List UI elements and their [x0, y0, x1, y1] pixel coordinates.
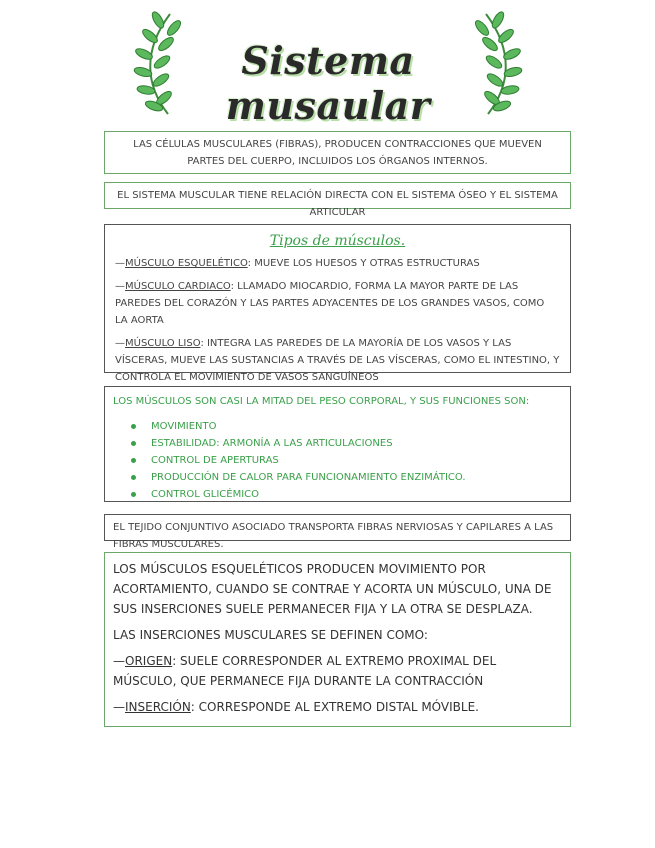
page-title: Sistema musaular — [225, 38, 431, 128]
insertion-item: —INSERCIÓN: CORRESPONDE AL EXTREMO DISTAL MÓVIBLE. — [113, 700, 479, 714]
insertions-intro: LAS INSERCIONES MUSCULARES SE DEFINEN COMO: — [113, 628, 428, 642]
functions-list — [113, 418, 562, 503]
intro-text-cells: LAS CÉLULAS MUSCULARES (FIBRAS), PRODUCEN CONTRACCIONES QUE MUEVEN PARTES DEL CUERPO, INCLUIDOS LOS ÓRGANOS INTERNOS. — [133, 139, 542, 167]
functions-intro: LOS MÚSCULOS SON CASI LA MITAD DEL PESO CORPORAL, Y SUS FUNCIONES SON: — [113, 396, 530, 407]
title-banner — [128, 6, 528, 128]
origin-desc: : SUELE CORRESPONDER AL EXTREMO PROXIMAL DEL MÚSCULO, QUE PERMANECE FIJA DURANTE LA CONTRACCIÓN — [113, 654, 497, 688]
intro-box-cells — [104, 131, 571, 174]
types-box — [104, 224, 571, 383]
type-term: MÚSCULO CARDIACO — [125, 281, 231, 292]
skeletal-text: LOS MÚSCULOS ESQUELÉTICOS PRODUCEN MOVIMIENTO POR ACORTAMIENTO, CUANDO SE CONTRAE Y ACORTA UN MÚSCULO, UNA DE SUS INSERCIONES SUELE PERMANECER FIJA Y LA OTRA SE DESPLAZA. — [113, 562, 552, 616]
type-term: MÚSCULO LISO — [125, 338, 201, 349]
type-item-skeletal: —MÚSCULO ESQUELÉTICO: MUEVE LOS HUESOS Y OTRAS ESTRUCTURAS — [115, 258, 480, 269]
intro-text-relation: EL SISTEMA MUSCULAR TIENE RELACIÓN DIRECTA CON EL SISTEMA ÓSEO Y EL SISTEMA ARTICULAR — [117, 190, 558, 218]
insertion-desc: : CORRESPONDE AL EXTREMO DISTAL MÓVIBLE. — [190, 700, 479, 714]
list-item: CONTROL GLICÉMICO — [151, 486, 562, 503]
connective-box — [104, 514, 571, 550]
functions-box — [104, 386, 571, 502]
skeletal-box — [104, 552, 571, 727]
type-desc: : LLAMADO MIOCARDIO, FORMA LA MAYOR PARTE DE LAS PAREDES DEL CORAZÓN Y LAS PARTES ADYACENTES DE LOS GRANDES VASOS, COMO LA AORTA — [115, 281, 545, 326]
list-item: PRODUCCIÓN DE CALOR PARA FUNCIONAMIENTO ENZIMÁTICO. — [151, 469, 562, 486]
type-item-cardiac: —MÚSCULO CARDIACO: LLAMADO MIOCARDIO, FORMA LA MAYOR PARTE DE LAS PAREDES DEL CORAZÓN Y LAS PARTES ADYACENTES DE LOS GRANDES VASOS, COMO LA AORTA — [115, 281, 545, 326]
origin-term: ORIGEN — [125, 654, 173, 668]
type-term: MÚSCULO ESQUELÉTICO — [125, 258, 248, 269]
list-item: MOVIMIENTO — [151, 418, 562, 435]
connective-text: EL TEJIDO CONJUNTIVO ASOCIADO TRANSPORTA FIBRAS NERVIOSAS Y CAPILARES A LAS FIBRAS MUSCULARES. — [113, 522, 554, 550]
type-desc: : INTEGRA LAS PAREDES DE LA MAYORÍA DE LOS VASOS Y LAS VÍSCERAS, MUEVE LAS SUSTANCIAS A TRAVÉS DE LAS VÍSCERAS, COMO EL INTESTINO, Y CONTROLA EL MOVIMIENTO DE VASOS SANGUÍNEOS — [115, 338, 560, 383]
type-desc: : MUEVE LOS HUESOS Y OTRAS ESTRUCTURAS — [247, 258, 480, 269]
list-item: CONTROL DE APERTURAS — [151, 452, 562, 469]
types-heading: Tipos de músculos. — [269, 233, 406, 249]
insertion-term: INSERCIÓN — [125, 700, 191, 714]
intro-box-relation — [104, 182, 571, 218]
list-item: ESTABILIDAD: ARMONÍA A LAS ARTICULACIONES — [151, 435, 562, 452]
type-item-smooth: —MÚSCULO LISO: INTEGRA LAS PAREDES DE LA MAYORÍA DE LOS VASOS Y LAS VÍSCERAS, MUEVE LAS SUSTANCIAS A TRAVÉS DE LAS VÍSCERAS, COMO EL INTESTINO, Y CONTROLA EL MOVIMIENTO DE VASOS SANGUÍNEOS — [115, 338, 560, 383]
origin-item: —ORIGEN: SUELE CORRESPONDER AL EXTREMO PROXIMAL DEL MÚSCULO, QUE PERMANECE FIJA DURANTE LA CONTRACCIÓN — [113, 654, 497, 688]
laurel-right-icon — [458, 6, 528, 118]
